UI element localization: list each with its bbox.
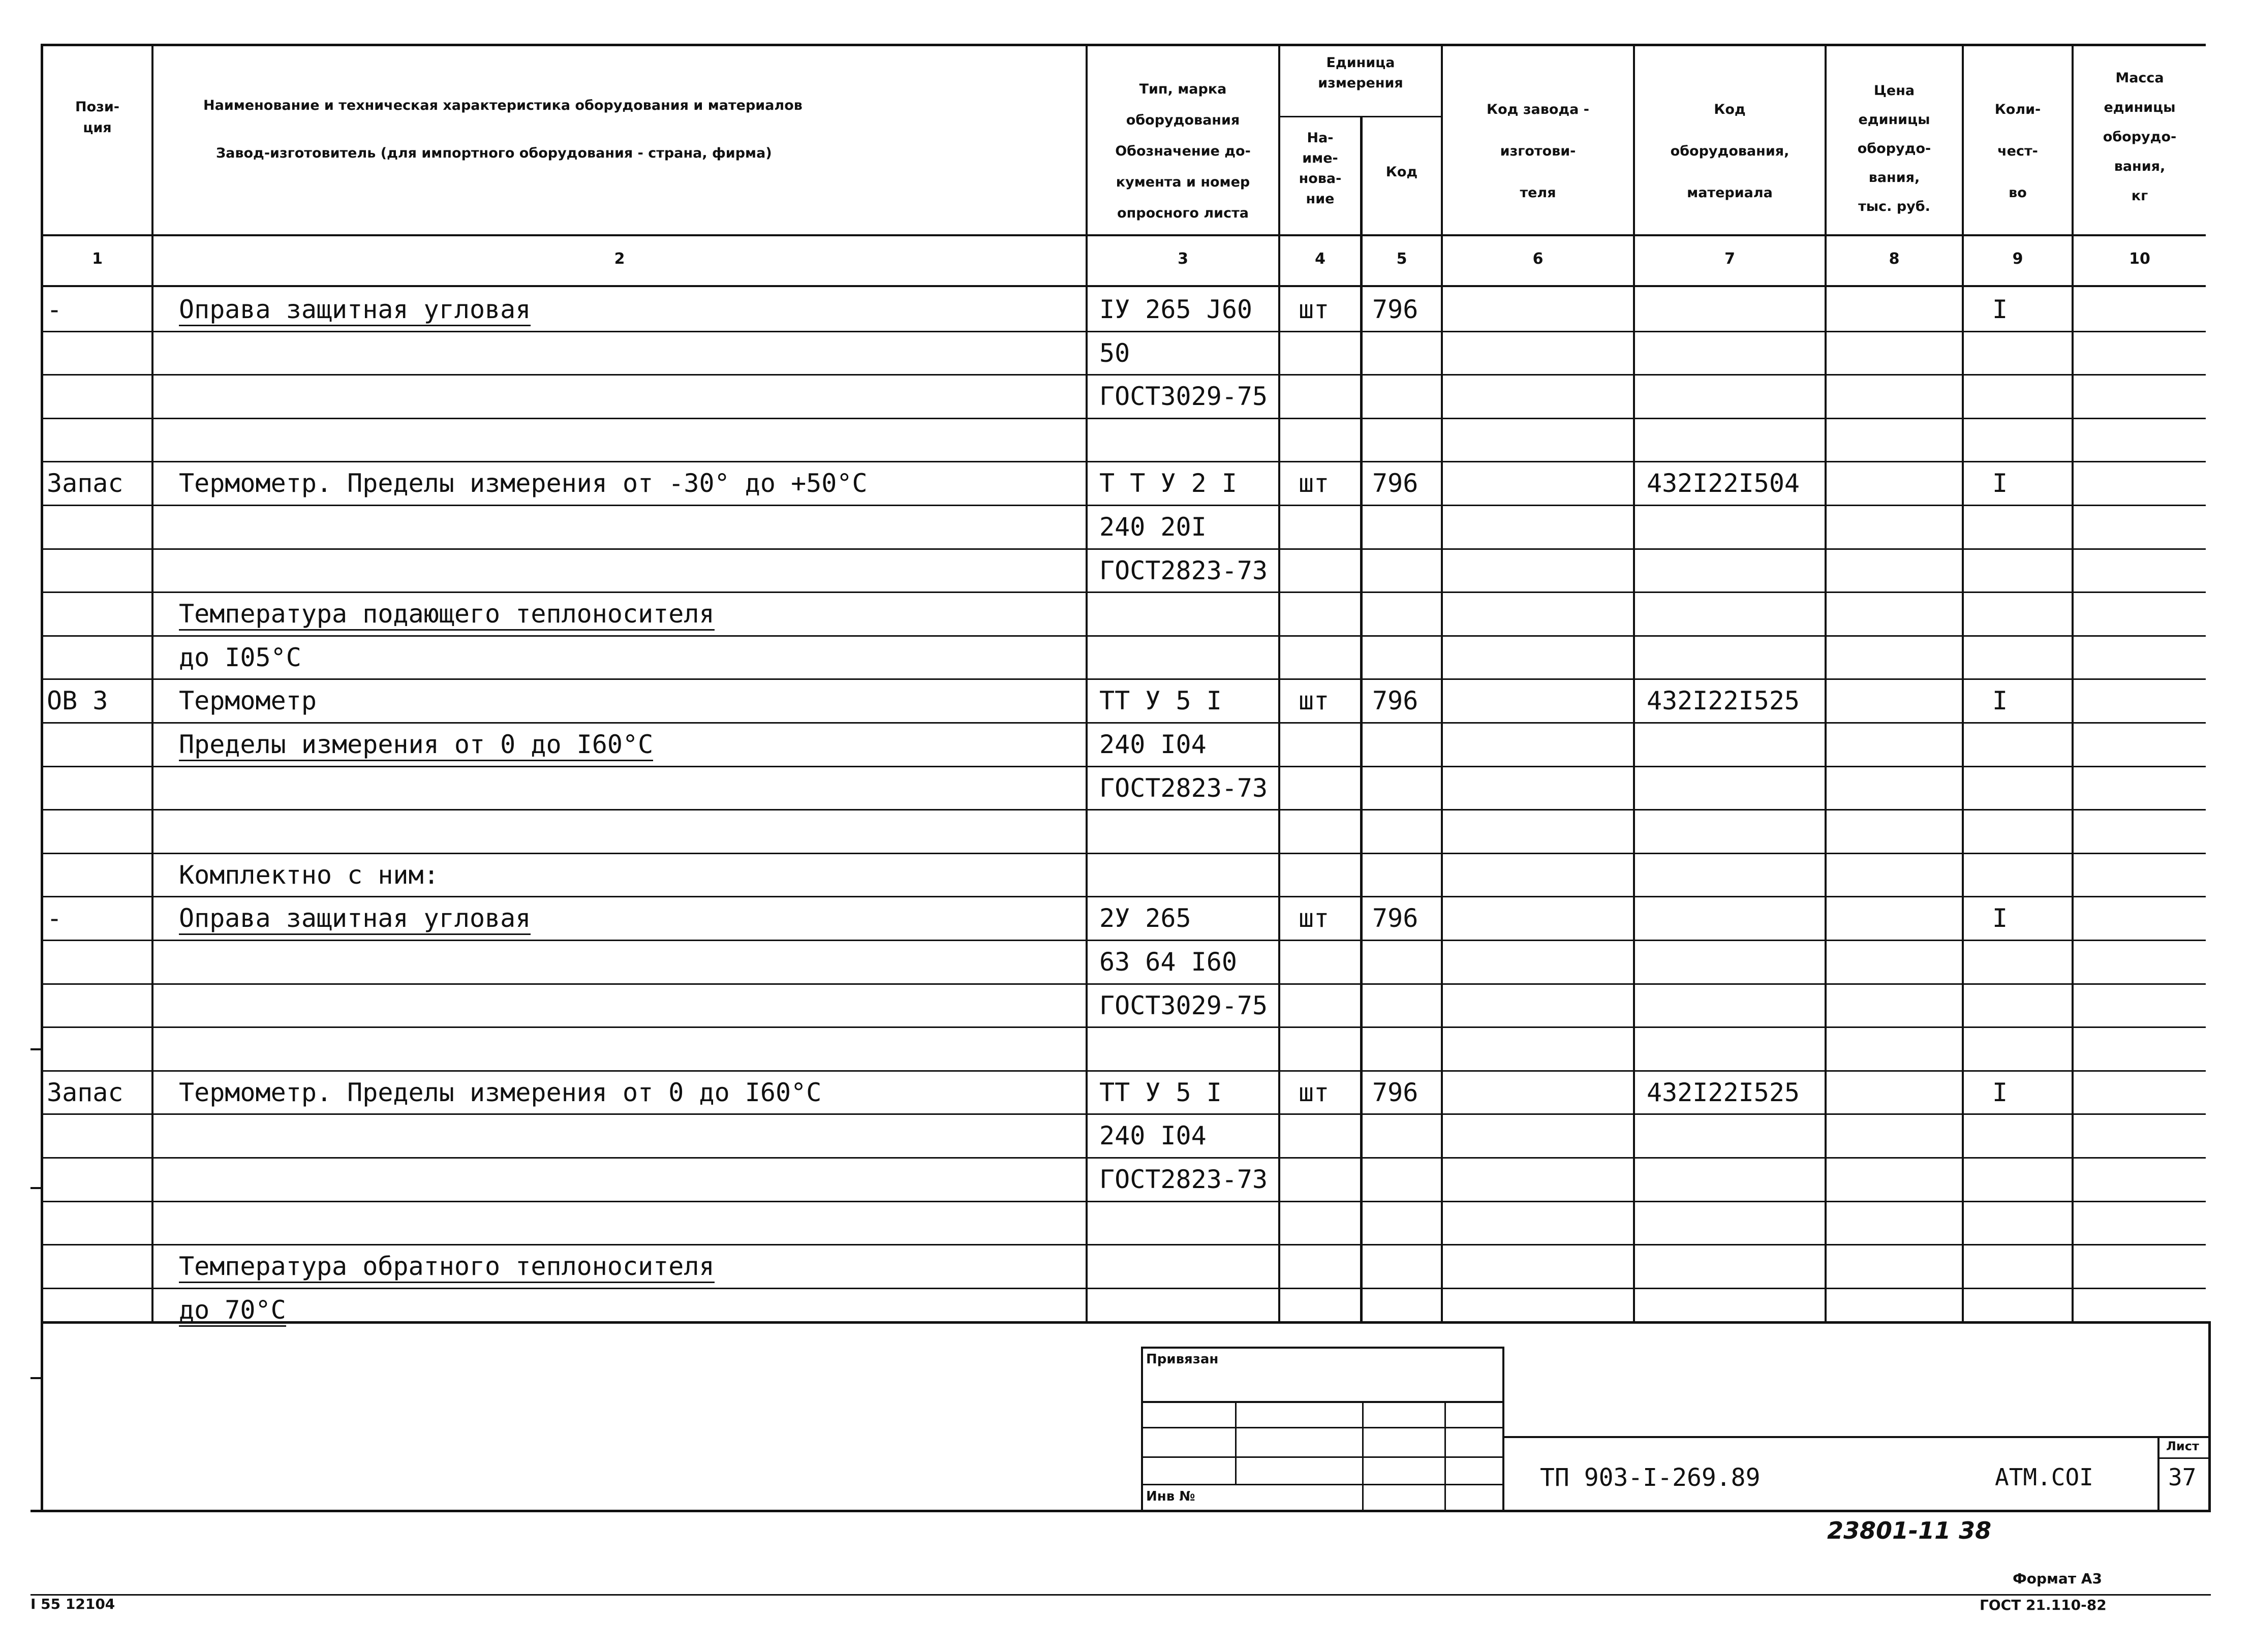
col-number: 6 — [1532, 250, 1544, 268]
type-cell: 2У 265 — [1099, 903, 1191, 933]
name-cell: Оправа защитная угловая — [179, 294, 531, 326]
header-quantity: Коли- чест- во — [1994, 102, 2041, 201]
quantity-cell: I — [1992, 903, 2008, 933]
name-cell: Пределы измерения от 0 до I60°C — [179, 729, 653, 761]
type-cell: ГОСТ2823-73 — [1099, 773, 1268, 803]
name-cell: Комплектно с ним: — [179, 860, 439, 890]
header-unit: Единица измерения — [1318, 55, 1403, 91]
position-cell: - — [47, 295, 63, 324]
position-cell: Запас — [47, 1078, 124, 1107]
name-cell: до 70°C — [179, 1295, 286, 1327]
type-cell: ТТ У 5 I — [1099, 1078, 1222, 1107]
unit-code-cell: 796 — [1372, 295, 1418, 324]
position-cell: Запас — [47, 469, 124, 498]
unit-code-cell: 796 — [1372, 686, 1418, 715]
col-number: 9 — [2012, 250, 2023, 268]
col-number: 3 — [1178, 250, 1188, 268]
unit-code-cell: 796 — [1372, 903, 1418, 933]
type-cell: 63 64 I60 — [1099, 947, 1237, 977]
type-cell: ГОСТ3029-75 — [1099, 382, 1268, 411]
margin-tick — [30, 1048, 43, 1050]
sheet-label: Лист — [2166, 1439, 2199, 1453]
header-position: Пози- ция — [75, 99, 119, 136]
position-cell: ОВ 3 — [47, 686, 108, 715]
header-mass: Масса единицы оборудо- вания, кг — [2103, 70, 2177, 204]
type-cell: ТТ У 5 I — [1099, 686, 1222, 715]
header-unit-code: Код — [1385, 164, 1418, 180]
equipment-code-cell: 432I22I525 — [1647, 1078, 1800, 1107]
unit-name-cell: шт — [1299, 1078, 1330, 1107]
unit-name-cell: шт — [1299, 469, 1330, 498]
name-cell: Термометр — [179, 686, 317, 715]
type-cell: IУ 265 J60 — [1099, 295, 1253, 324]
footer-code: I 55 12104 — [30, 1596, 115, 1612]
position-cell: - — [47, 903, 63, 933]
type-cell: 240 20I — [1099, 512, 1207, 542]
name-cell: Температура обратного теплоносителя — [179, 1251, 715, 1283]
header-equipment-code: Код оборудования, материала — [1670, 102, 1790, 201]
type-cell: ГОСТ2823-73 — [1099, 1165, 1268, 1194]
header-name-line1: Наименование и техническая характеристика оборудования и материалов — [203, 98, 803, 113]
unit-name-cell: шт — [1299, 686, 1330, 715]
type-cell: ГОСТ2823-73 — [1099, 556, 1268, 585]
col-number: 5 — [1396, 250, 1407, 268]
quantity-cell: I — [1992, 469, 2008, 498]
name-cell: Термометр. Пределы измерения от -30° до +50°C — [179, 469, 868, 498]
name-cell: Оправа защитная угловая — [179, 903, 531, 935]
linked-label: Привязан — [1146, 1352, 1219, 1367]
inventory-handwritten: 23801-11 38 — [1827, 1517, 1992, 1544]
document-code: АТМ.COI — [1995, 1463, 2093, 1491]
col-number: 8 — [1889, 250, 1900, 268]
margin-tick — [30, 1187, 43, 1189]
unit-code-cell: 796 — [1372, 469, 1418, 498]
unit-name-cell: шт — [1299, 295, 1330, 324]
type-cell: ГОСТ3029-75 — [1099, 991, 1268, 1020]
equipment-code-cell: 432I22I504 — [1647, 469, 1800, 498]
gost-label: ГОСТ 21.110-82 — [1980, 1597, 2107, 1613]
quantity-cell: I — [1992, 295, 2008, 324]
name-cell: до I05°C — [179, 643, 301, 672]
margin-tick — [30, 1377, 43, 1379]
sheet-number: 37 — [2168, 1463, 2197, 1491]
unit-code-cell: 796 — [1372, 1078, 1418, 1107]
unit-name-cell: шт — [1299, 903, 1330, 933]
type-cell: 240 I04 — [1099, 1121, 1207, 1150]
col-number: 2 — [614, 250, 625, 268]
inventory-label: Инв № — [1146, 1489, 1195, 1504]
type-cell: 240 I04 — [1099, 730, 1207, 759]
quantity-cell: I — [1992, 1078, 2008, 1107]
col-number: 7 — [1724, 250, 1735, 268]
type-cell: 50 — [1099, 338, 1130, 368]
name-cell: Термометр. Пределы измерения от 0 до I60°C — [179, 1078, 822, 1107]
project-designation: ТП 903-I-269.89 — [1540, 1463, 1761, 1492]
header-name-line2: Завод-изготовитель (для импортного оборудования - страна, фирма) — [216, 145, 772, 161]
header-unit-name: На- име- нова- ние — [1299, 130, 1342, 207]
col-number: 4 — [1315, 250, 1325, 268]
type-cell: Т Т У 2 I — [1099, 469, 1237, 498]
name-cell: Температура подающего теплоносителя — [179, 599, 715, 631]
col-number: 10 — [2129, 250, 2150, 268]
quantity-cell: I — [1992, 686, 2008, 715]
format-label: Формат А3 — [2013, 1570, 2102, 1587]
header-price: Цена единицы оборудо- вания, тыс. руб. — [1857, 83, 1931, 214]
header-manufacturer-code: Код завода - изготови- теля — [1487, 102, 1589, 201]
equipment-code-cell: 432I22I525 — [1647, 686, 1800, 715]
col-number: 1 — [92, 250, 103, 268]
header-type: Тип, марка оборудования Обозначение до- кумента и номер опросного листа — [1115, 81, 1251, 221]
